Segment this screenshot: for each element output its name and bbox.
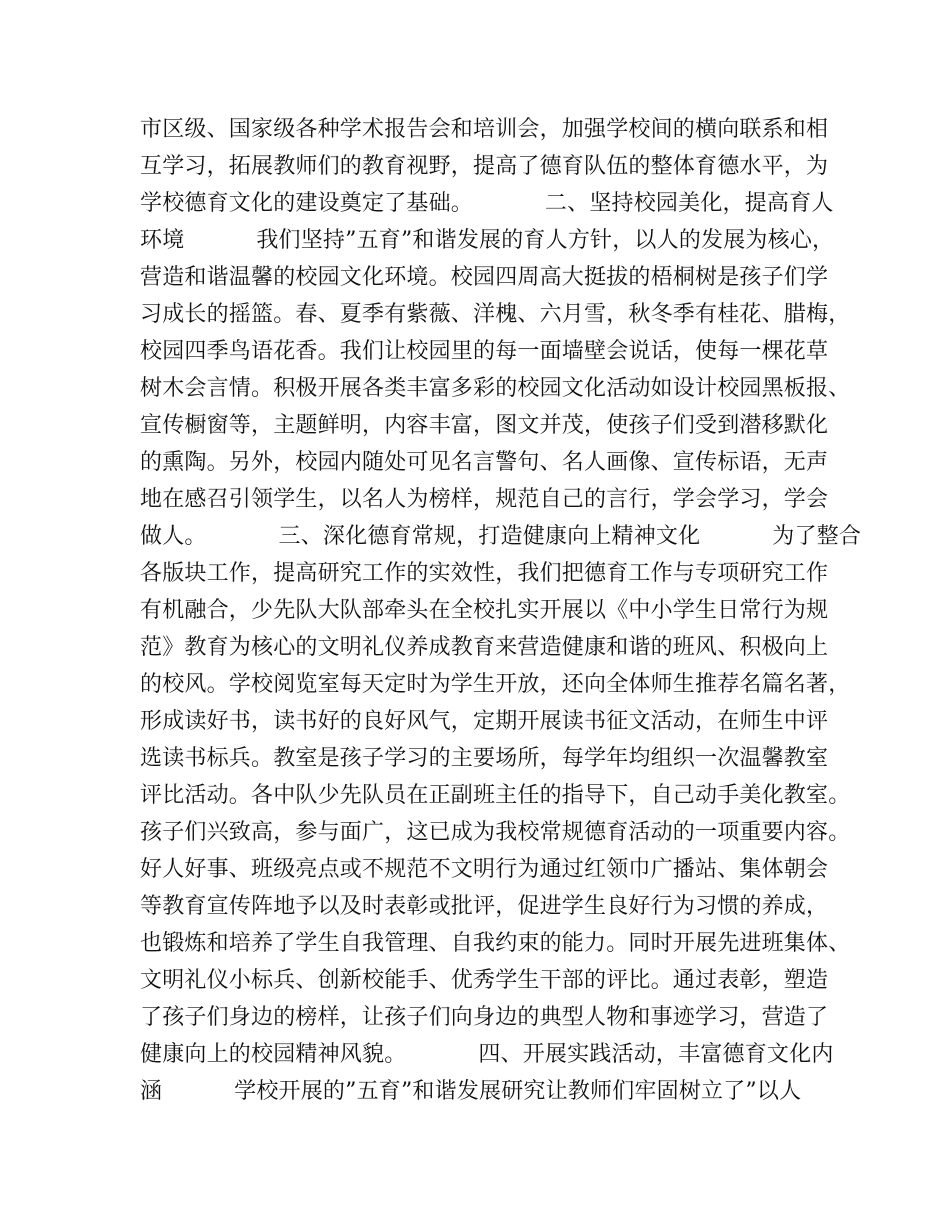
text-line: 习成长的摇篮。春、夏季有紫薇、洋槐、六月雪，秋冬季有桂花、腊梅， [140, 302, 851, 327]
text-line: 孩子们兴致高，参与面广，这已成为我校常规德育活动的一项重要内容。 [140, 820, 851, 845]
text-line: 文明礼仪小标兵、创新校能手、优秀学生干部的评比。通过表彰，塑造 [140, 968, 829, 993]
text-line: 好人好事、班级亮点或不规范不文明行为通过红领巾广播站、集体朝会 [140, 857, 829, 882]
text-line: 各版块工作，提高研究工作的实效性，我们把德育工作与专项研究工作 [140, 561, 829, 586]
text-line: 的熏陶。另外，校园内随处可见名言警句、名人画像、宣传标语，无声 [140, 450, 829, 475]
text-line: 形成读好书，读书好的良好风气，定期开展读书征文活动，在师生中评 [140, 709, 829, 734]
text-line: 了孩子们身边的榜样，让孩子们向身边的典型人物和事迹学习，营造了 [140, 1005, 829, 1030]
text-line: 营造和谐温馨的校园文化环境。校园四周高大挺拔的梧桐树是孩子们学 [140, 265, 829, 290]
text-line: 范》教育为核心的文明礼仪养成教育来营造健康和谐的班风、积极向上 [140, 635, 829, 660]
text-line: 校园四季鸟语花香。我们让校园里的每一面墙壁会说话，使每一棵花草 [140, 339, 829, 364]
text-line: 树木会言情。积极开展各类丰富多彩的校园文化活动如设计校园黑板报、 [140, 376, 851, 401]
text-line: 环境 我们坚持”五育”和谐发展的育人方针，以人的发展为核心， [140, 228, 835, 253]
text-line: 健康向上的校园精神风貌。 四、开展实践活动，丰富德育文化内 [140, 1042, 834, 1067]
text-line: 等教育宣传阵地予以及时表彰或批评，促进学生良好行为习惯的养成， [140, 894, 829, 919]
text-line: 选读书标兵。教室是孩子学习的主要场所，每学年均组织一次温馨教室 [140, 746, 829, 771]
text-line: 宣传橱窗等，主题鲜明，内容丰富，图文并茂，使孩子们受到潜移默化 [140, 413, 829, 438]
text-line: 市区级、国家级各种学术报告会和培训会，加强学校间的横向联系和相 [140, 117, 829, 142]
text-line: 涵 学校开展的”五育”和谐发展研究让教师们牢固树立了”以人 [140, 1079, 802, 1104]
text-line: 有机融合，少先队大队部牵头在全校扎实开展以《中小学生日常行为规 [140, 598, 829, 623]
text-line: 学校德育文化的建设奠定了基础。 二、坚持校园美化，提高育人 [140, 191, 834, 216]
text-line: 也锻炼和培养了学生自我管理、自我约束的能力。同时开展先进班集体、 [140, 931, 851, 956]
text-line: 评比活动。各中队少先队员在正副班主任的指导下，自己动手美化教室。 [140, 783, 851, 808]
text-line: 互学习，拓展教师们的教育视野，提高了德育队伍的整体育德水平，为 [140, 154, 829, 179]
text-line: 做人。 三、深化德育常规，打造健康向上精神文化 为了整合 [140, 524, 862, 549]
text-line: 地在感召引领学生，以名人为榜样，规范自己的言行，学会学习，学会 [140, 487, 829, 512]
text-line: 的校风。学校阅览室每天定时为学生开放，还向全体师生推荐名篇名著， [140, 672, 851, 697]
body-text [140, 111, 862, 1110]
